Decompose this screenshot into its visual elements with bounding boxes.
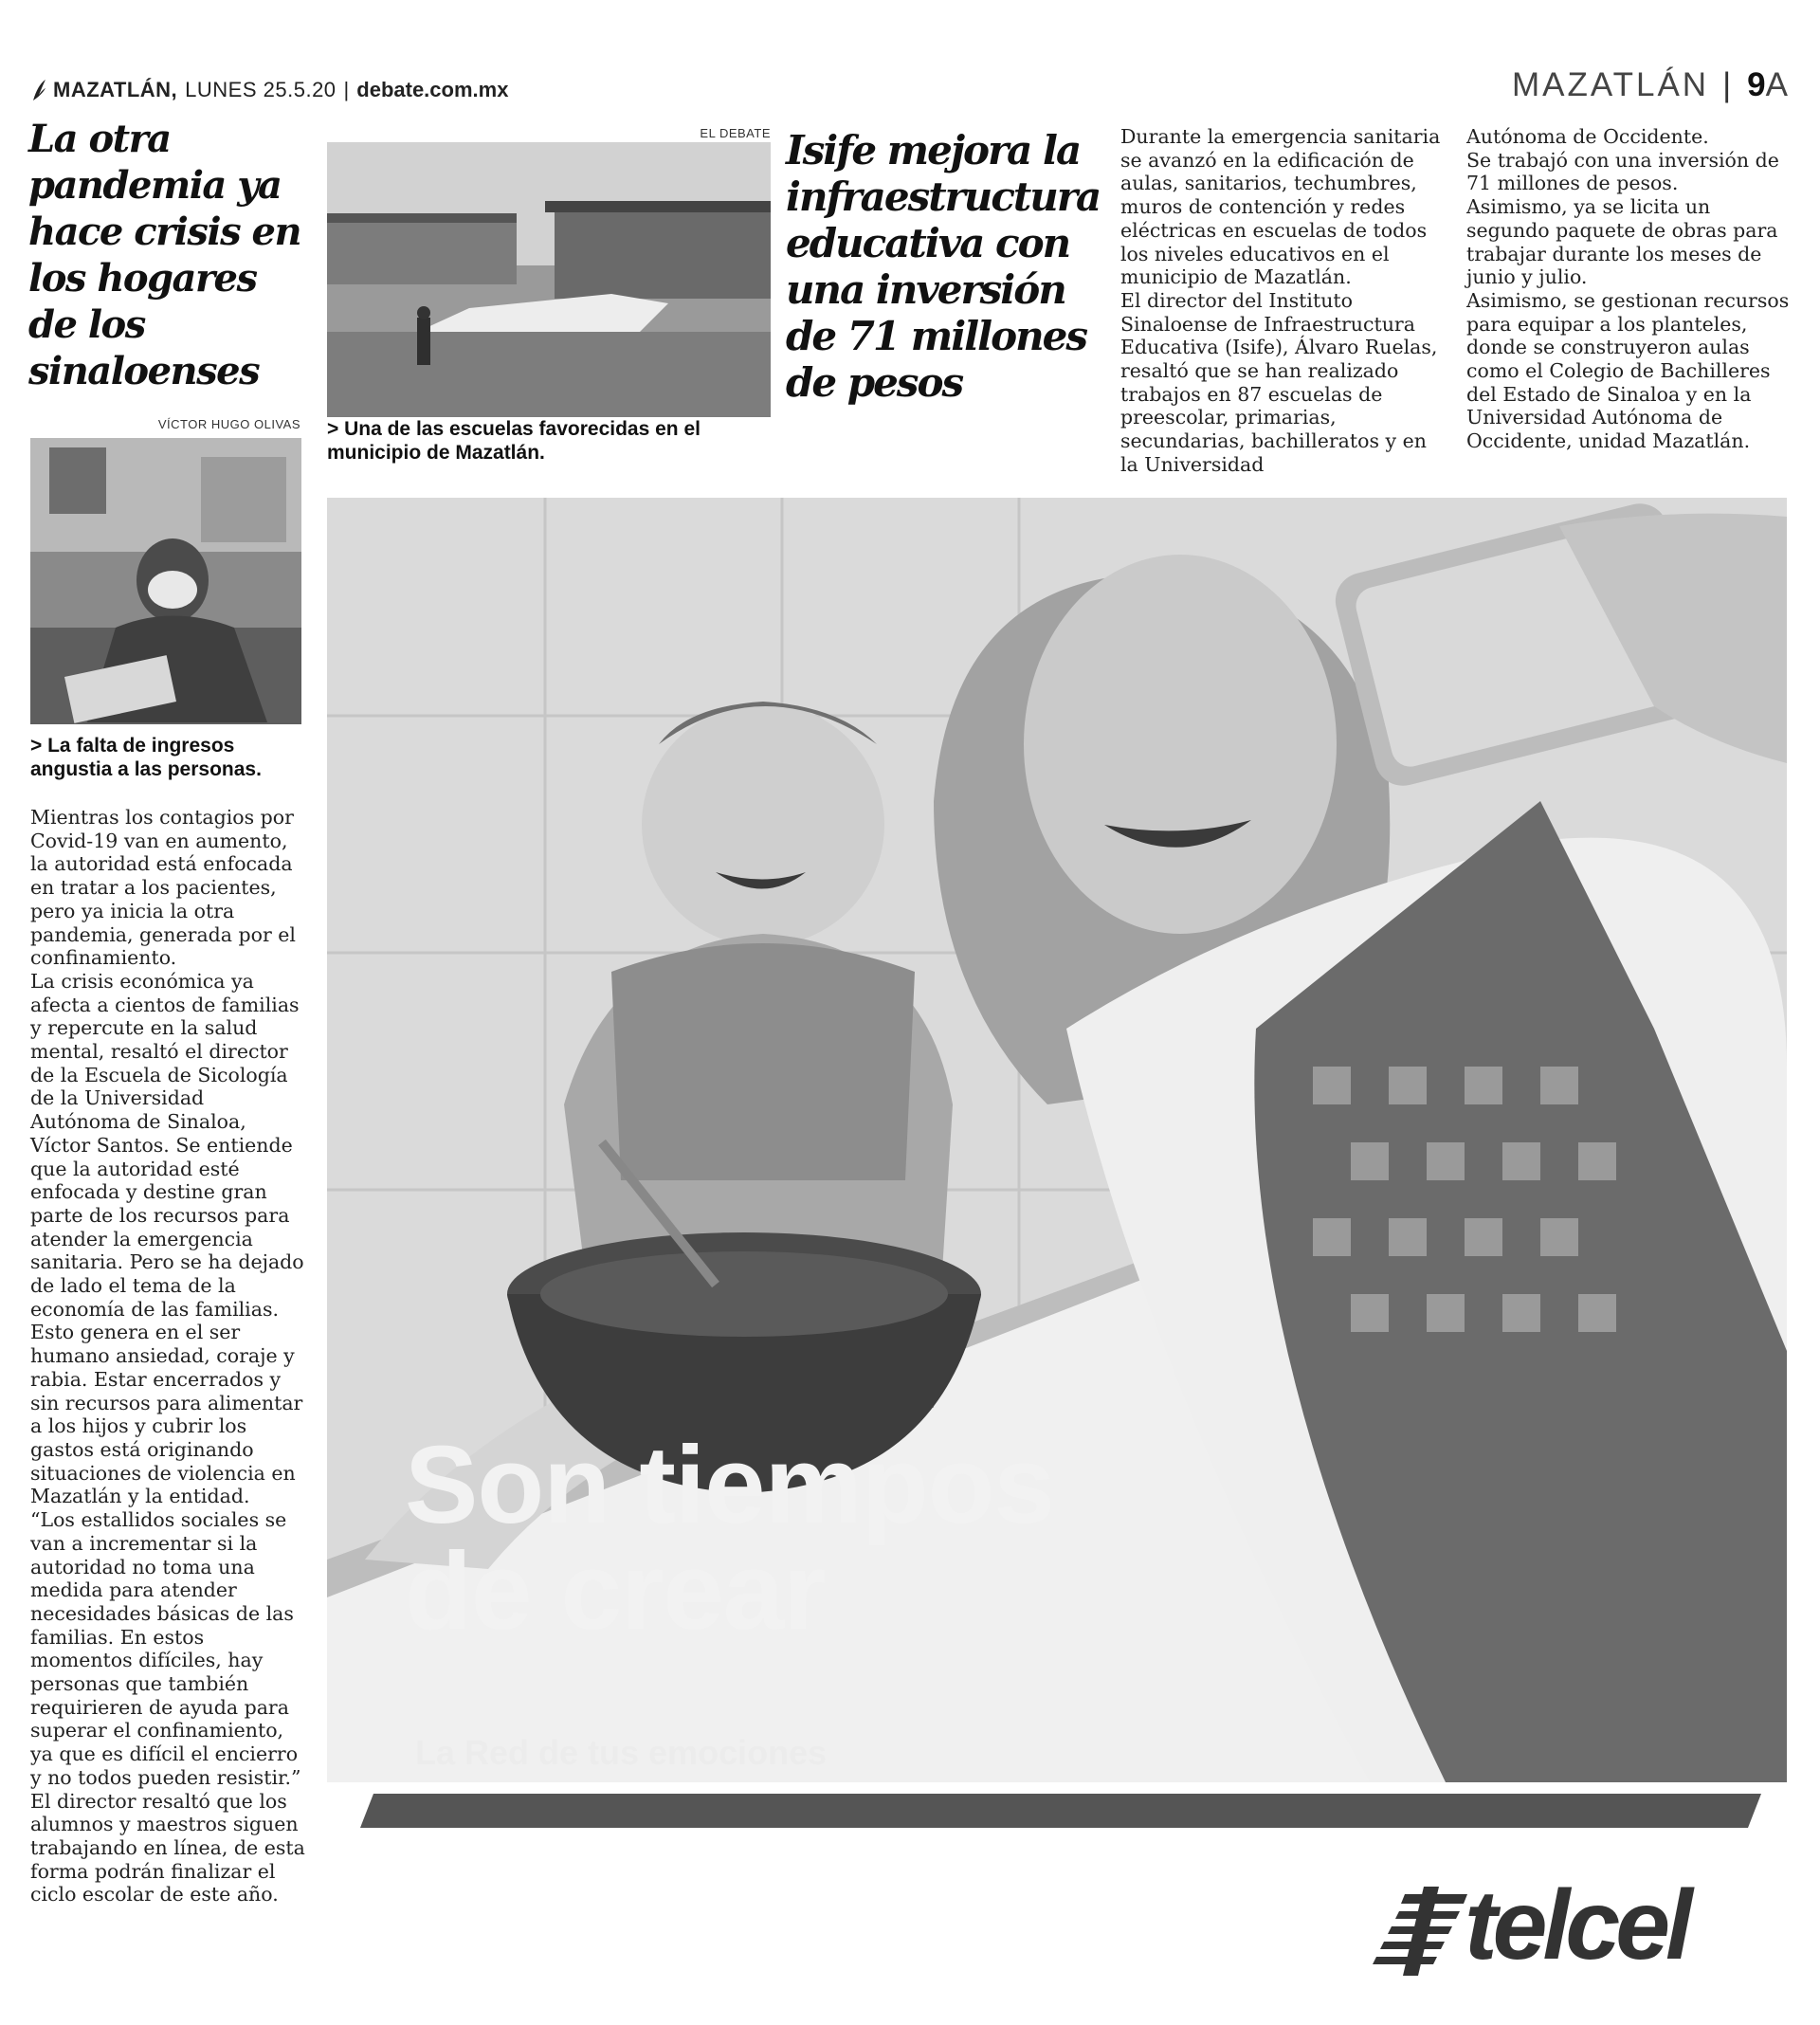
ad-stripe	[360, 1794, 1761, 1828]
page-number: 9	[1747, 66, 1766, 103]
masthead-date: LUNES 25.5.20	[185, 78, 337, 101]
left-paragraph-1: Mientras los contagios por Covid-19 van en aumento, la autoridad está enfocada en tratar a los pacientes, pero ya inicia la otra pandemia, generada por el confinamiento.	[30, 806, 296, 970]
right-paragraph-b4: Asimismo, se gestionan recursos para equipar a los planteles, donde se construyeron aulas como el Colegio de Bachilleres del Estado de Sinaloa y en la Universidad Autónoma de Occidente, unidad Mazatlán.	[1466, 288, 1790, 453]
section-name: MAZATLÁN	[1511, 66, 1710, 103]
left-paragraph-5: El director resaltó que los alumnos y maestros siguen trabajando en línea, de esta forma podrán finalizar el ciclo escolar de este año.	[30, 1789, 305, 1906]
masthead-site[interactable]: debate.com.mx	[356, 78, 509, 101]
right-paragraph-a2: El director del Instituto Sinaloense de Infraestructura Educativa (Isife), Álvaro Ruelas, resaltó que se han realizado trabajos en 87 escuelas de preescolar, primarias, secundarias, bachilleratos y en la Universidad	[1120, 288, 1438, 476]
right-story-column-a	[1120, 125, 1447, 477]
center-photo-credit: EL DEBATE	[700, 126, 771, 140]
right-paragraph-b2: Se trabajó con una inversión de 71 millones de pesos.	[1466, 148, 1779, 195]
page-letter: A	[1765, 66, 1788, 103]
right-story-column-b	[1466, 125, 1793, 453]
telcel-wordmark: telcel	[1465, 1870, 1688, 1980]
masthead-city: MAZATLÁN,	[53, 78, 178, 101]
ad-headline	[405, 1423, 1055, 1652]
masthead-separator: |	[343, 78, 350, 101]
right-paragraph-b1: Autónoma de Occidente.	[1466, 125, 1709, 148]
left-story-headline: La otra pandemia ya hace crisis en los hogares de los sinaloenses	[28, 117, 301, 393]
telcel-brand	[1365, 1870, 1744, 1981]
left-photo-caption: > La falta de ingresos angustia a las personas.	[30, 735, 262, 780]
ad-headline-line-1: Son tiempos	[405, 1423, 1055, 1546]
left-story-body	[30, 806, 305, 1906]
right-story-headline: Isife mejora la infraestructura educativa con una inversión de 71 millones de pesos	[786, 127, 1101, 406]
school-photo	[327, 142, 771, 417]
left-story-photo	[30, 438, 301, 724]
right-paragraph-a1: Durante la emergencia sanitaria se avanzó en la edificación de aulas, sanitarios, techumbres, muros de contención y redes eléctricas en escuelas de todos los niveles educativos en el municipio de Mazatlán.	[1120, 125, 1441, 289]
telcel-logo-icon	[1365, 1877, 1469, 1981]
left-photo-credit: VÍCTOR HUGO OLIVAS	[157, 417, 300, 431]
telcel-advertisement	[327, 498, 1787, 1782]
section-separator: |	[1722, 66, 1735, 103]
right-paragraph-b3: Asimismo, ya se licita un segundo paquete de obras para trabajar durante los meses de junio y julio.	[1466, 195, 1778, 289]
section-label	[1512, 66, 1788, 104]
ad-tagline: La Red de tus emociones	[415, 1733, 828, 1772]
center-photo-caption: > Una de las escuelas favorecidas en el municipio de Mazatlán.	[327, 418, 701, 464]
left-paragraph-3: Esto genera en el ser humano ansiedad, coraje y rabia. Estar encerrados y sin recursos para alimentar a los hijos y cubrir los gastos está originando situaciones de violencia en Mazatlán y la entidad.	[30, 1321, 303, 1508]
left-paragraph-4: “Los estallidos sociales se van a incrementar si la autoridad no toma una medida para atender necesidades básicas de las familias. En estos momentos difíciles, hay personas que también requirieren de ayuda para superar el confinamiento, ya que es difícil el encierro y no todos pueden resistir.”	[30, 1508, 301, 1789]
feather-logo-icon	[30, 78, 47, 102]
left-paragraph-2: La crisis económica ya afecta a cientos de familias y repercute en la salud mental, resaltó el director de la Escuela de Sicología de la Universidad Autónoma de Sinaloa, Víctor Santos. Se entiende que la autoridad esté enfocada y destine gran parte de los recursos para atender la emergencia sanitaria. Pero se ha dejado de lado el tema de la economía de las familias.	[30, 969, 304, 1321]
masthead	[30, 76, 508, 104]
ad-headline-line-2: de crear	[405, 1529, 826, 1652]
